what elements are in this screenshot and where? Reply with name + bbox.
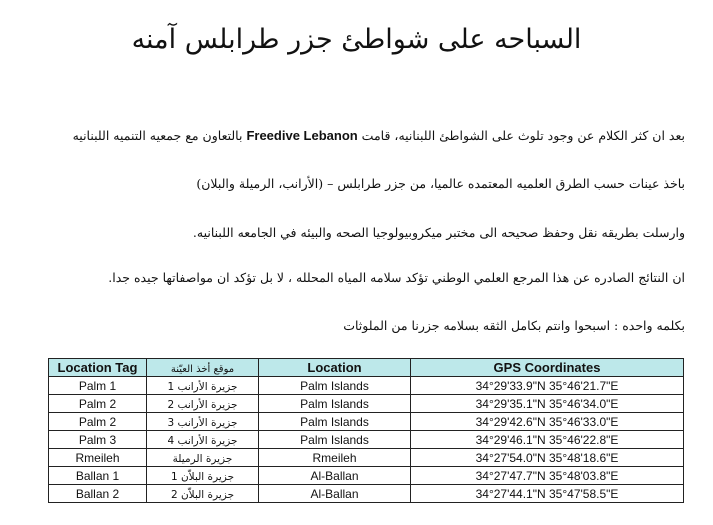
cell-location: Palm Islands (259, 377, 411, 395)
cell-site-label: جزيرة البلاّن 1 (170, 470, 235, 483)
table-row (49, 467, 684, 485)
cell-tag: Palm 2 (49, 395, 147, 413)
paragraph-lab: وارسلت بطريقه نقل وحفظ صحيحه الى مختبر ميكروبيولوجيا الصحه والبيئه في الجامعه اللبنانيه. (192, 225, 685, 240)
cell-site-label: جزيرة الرميلة (172, 452, 233, 465)
paragraph-conclusion: بكلمه واحده : اسبحوا وانتم بكامل الثقه بسلامه جزرنا من الملوثات (343, 318, 685, 333)
header-gps-coordinates: GPS Coordinates (411, 359, 684, 377)
paragraph-sampling: باخذ عينات حسب الطرق العلميه المعتمده عالميا، من جزر طرابلس – (الأرانب، الرميلة والبلان) (196, 176, 685, 191)
document-title: السباحه على شواطئ جزر طرابلس آمنه (131, 24, 582, 55)
paragraph-results: ان النتائج الصادره عن هذا المرجع العلمي الوطني تؤكد سلامه المياه المحلله ، لا بل تؤكد ان مواصفاتها جيده جدا. (108, 270, 685, 285)
table-row (49, 485, 684, 503)
intro-text-end: بالتعاون مع جمعيه التنميه اللبنانيه (72, 128, 247, 143)
cell-location: Palm Islands (259, 431, 411, 449)
cell-location: Palm Islands (259, 395, 411, 413)
cell-site-label: جزيرة البلاّن 2 (170, 488, 235, 501)
cell-tag: Palm 1 (49, 377, 147, 395)
cell-gps: 34°27'44.1"N 35°47'58.5"E (411, 485, 684, 503)
cell-site (147, 413, 259, 431)
cell-gps: 34°27'47.7"N 35°48'03.8"E (411, 467, 684, 485)
cell-tag: Rmeileh (49, 449, 147, 467)
table-row (49, 449, 684, 467)
cell-location: Palm Islands (259, 413, 411, 431)
paragraph-intro (73, 128, 685, 143)
table-row (49, 377, 684, 395)
cell-gps: 34°29'42.6"N 35°46'33.0"E (411, 413, 684, 431)
table-header-row (49, 359, 684, 377)
header-location-tag: Location Tag (49, 359, 147, 377)
cell-tag: Palm 2 (49, 413, 147, 431)
cell-location: Rmeileh (259, 449, 411, 467)
header-sample-site (147, 359, 259, 377)
cell-site-label: جزيرة الأرانب 3 (167, 416, 238, 429)
table-row (49, 413, 684, 431)
cell-site (147, 395, 259, 413)
cell-site-label: جزيرة الأرانب 2 (167, 398, 238, 411)
cell-site (147, 377, 259, 395)
cell-site (147, 467, 259, 485)
cell-site-label: جزيرة الأرانب 1 (167, 380, 238, 393)
header-sample-site-label: موقع أخذ العيّنة (170, 364, 235, 375)
cell-gps: 34°29'33.9"N 35°46'21.7"E (411, 377, 684, 395)
cell-tag: Palm 3 (49, 431, 147, 449)
organization-name: Freedive Lebanon (246, 128, 358, 143)
cell-location: Al-Ballan (259, 467, 411, 485)
cell-site (147, 485, 259, 503)
cell-tag: Ballan 2 (49, 485, 147, 503)
header-location: Location (259, 359, 411, 377)
sampling-locations-table (48, 358, 684, 503)
table-row (49, 431, 684, 449)
cell-gps: 34°29'35.1"N 35°46'34.0"E (411, 395, 684, 413)
cell-location: Al-Ballan (259, 485, 411, 503)
intro-text-start: بعد ان كثر الكلام عن وجود تلوث على الشواطئ اللبنانيه، قامت (357, 128, 685, 143)
cell-tag: Ballan 1 (49, 467, 147, 485)
cell-gps: 34°29'46.1"N 35°46'22.8"E (411, 431, 684, 449)
cell-site (147, 431, 259, 449)
cell-site-label: جزيرة الأرانب 4 (167, 434, 238, 447)
table-row (49, 395, 684, 413)
cell-gps: 34°27'54.0"N 35°48'18.6"E (411, 449, 684, 467)
cell-site (147, 449, 259, 467)
